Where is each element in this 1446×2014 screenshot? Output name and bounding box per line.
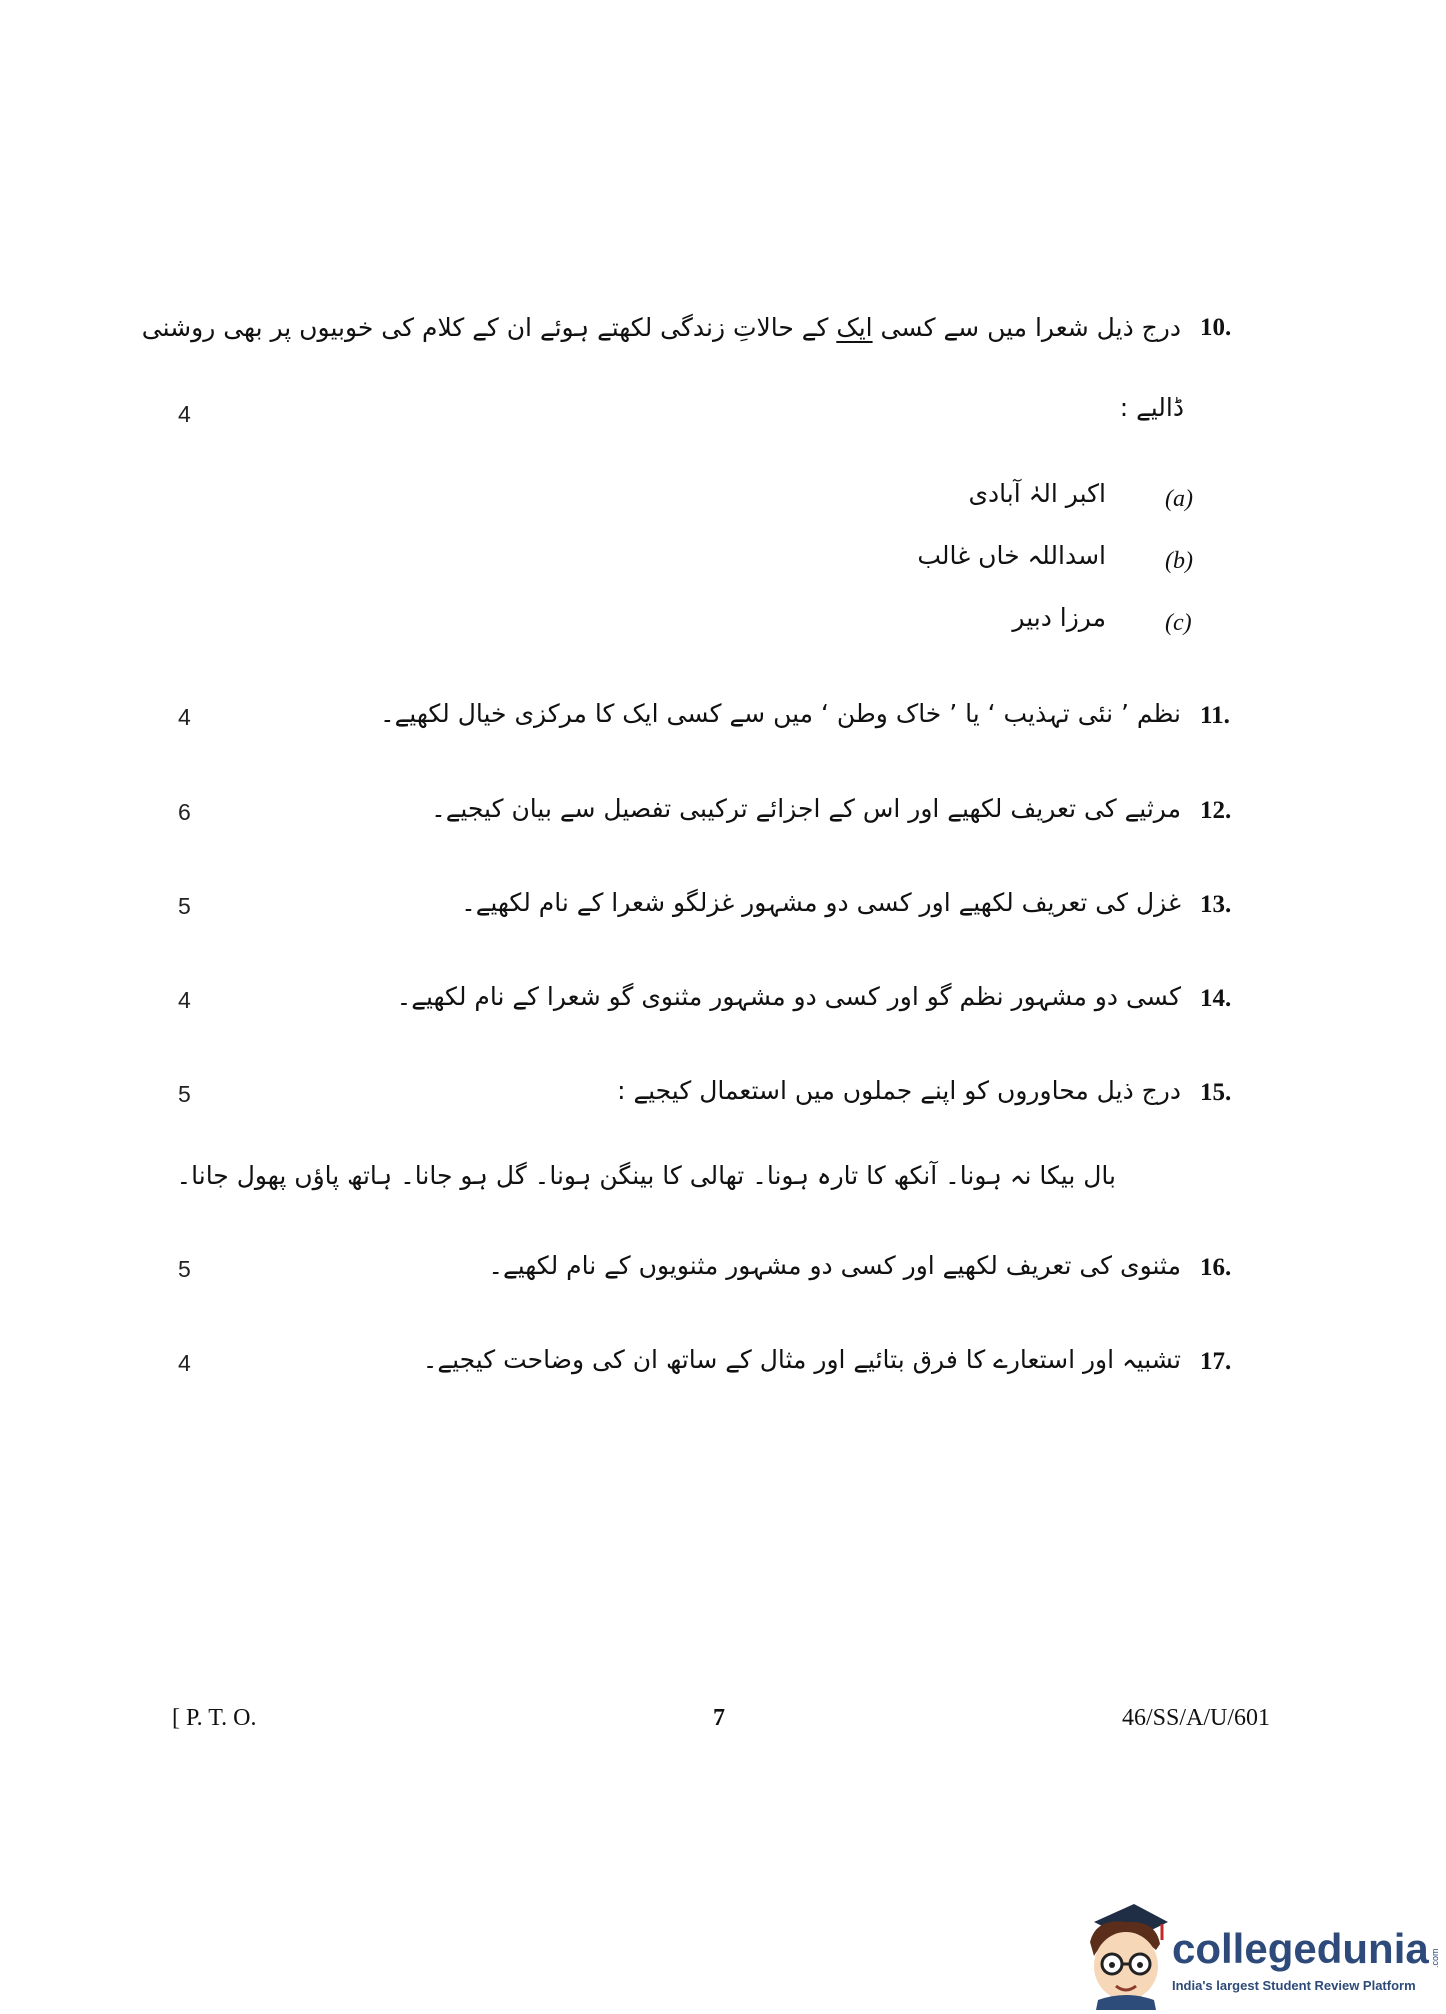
question-15-text: درج ذیل محاوروں کو اپنے جملوں میں استعمال کیجیے : (617, 1076, 1181, 1105)
option-b-text: اسداللہ خاں غالب (917, 541, 1106, 570)
question-14-marks: 4 (178, 987, 191, 1013)
question-16-marks: 5 (178, 1256, 191, 1282)
question-12-text: مرثیے کی تعریف لکھیے اور اس کے اجزائے ترکیبی تفصیل سے بیان کیجیے۔ (431, 794, 1181, 823)
question-13-marks: 5 (178, 893, 191, 919)
option-b-label: (b) (1165, 548, 1193, 574)
question-10-before: درج ذیل شعرا میں سے کسی (880, 313, 1181, 342)
option-a-text: اکبر الہٰ آبادی (968, 479, 1106, 508)
question-17-text: تشبیہ اور استعارے کا فرق بتائیے اور مثال کے ساتھ ان کی وضاحت کیجیے۔ (422, 1345, 1181, 1374)
question-14-text: کسی دو مشہور نظم گو اور کسی دو مشہور مثنوی گو شعرا کے نام لکھیے۔ (396, 982, 1181, 1011)
question-15-idioms: بال بیکا نہ ہونا۔ آنکھ کا تارہ ہونا۔ تھالی کا بینگن ہونا۔ گل ہو جانا۔ ہاتھ پاؤں پھول جانا۔ (176, 1161, 1116, 1190)
question-15-marks: 5 (178, 1081, 191, 1107)
question-12-number: 12. (1200, 797, 1232, 824)
option-c-label: (c) (1165, 610, 1192, 636)
brand-name: collegedunia (1172, 1925, 1429, 1972)
mascot-logo-icon (1076, 1900, 1172, 2010)
question-10-number: 10. (1200, 314, 1232, 341)
question-17-number: 17. (1200, 1348, 1232, 1375)
question-14-number: 14. (1200, 985, 1232, 1012)
question-16-text: مثنوی کی تعریف لکھیے اور کسی دو مشہور مثنویوں کے نام لکھیے۔ (488, 1251, 1181, 1280)
question-10-after: کے حالاتِ زندگی لکھتے ہوئے ان کے کلام کی خوبیوں پر بھی روشنی (141, 313, 829, 342)
question-10-text (141, 308, 1181, 348)
question-13-number: 13. (1200, 891, 1232, 918)
footer-pto: [ P. T. O. (172, 1705, 257, 1731)
question-11-marks: 4 (178, 704, 191, 730)
option-a-label: (a) (1165, 486, 1193, 512)
question-17-marks: 4 (178, 1350, 191, 1376)
question-16-number: 16. (1200, 1254, 1232, 1281)
question-11-number: 11. (1200, 702, 1230, 729)
question-12-marks: 6 (178, 799, 191, 825)
footer-page-number: 7 (713, 1705, 725, 1731)
question-15-number: 15. (1200, 1079, 1232, 1106)
question-13-text: غزل کی تعریف لکھیے اور کسی دو مشہور غزلگو شعرا کے نام لکھیے۔ (461, 888, 1181, 917)
question-10-marks: 4 (178, 401, 191, 427)
question-10-line2: ڈالیے : (1119, 393, 1184, 422)
brand-domain: .com (1430, 1948, 1440, 1968)
footer-paper-code: 46/SS/A/U/601 (1121, 1705, 1270, 1731)
option-c-text: مرزا دبیر (1012, 603, 1106, 632)
brand-tagline: India's largest Student Review Platform (1172, 1978, 1416, 1993)
question-10-underlined-word: ایک (836, 313, 873, 342)
question-11-text: نظم ’ نئی تہذیب ‘ یا ’ خاک وطن ‘ میں سے کسی ایک کا مرکزی خیال لکھیے۔ (379, 699, 1181, 728)
